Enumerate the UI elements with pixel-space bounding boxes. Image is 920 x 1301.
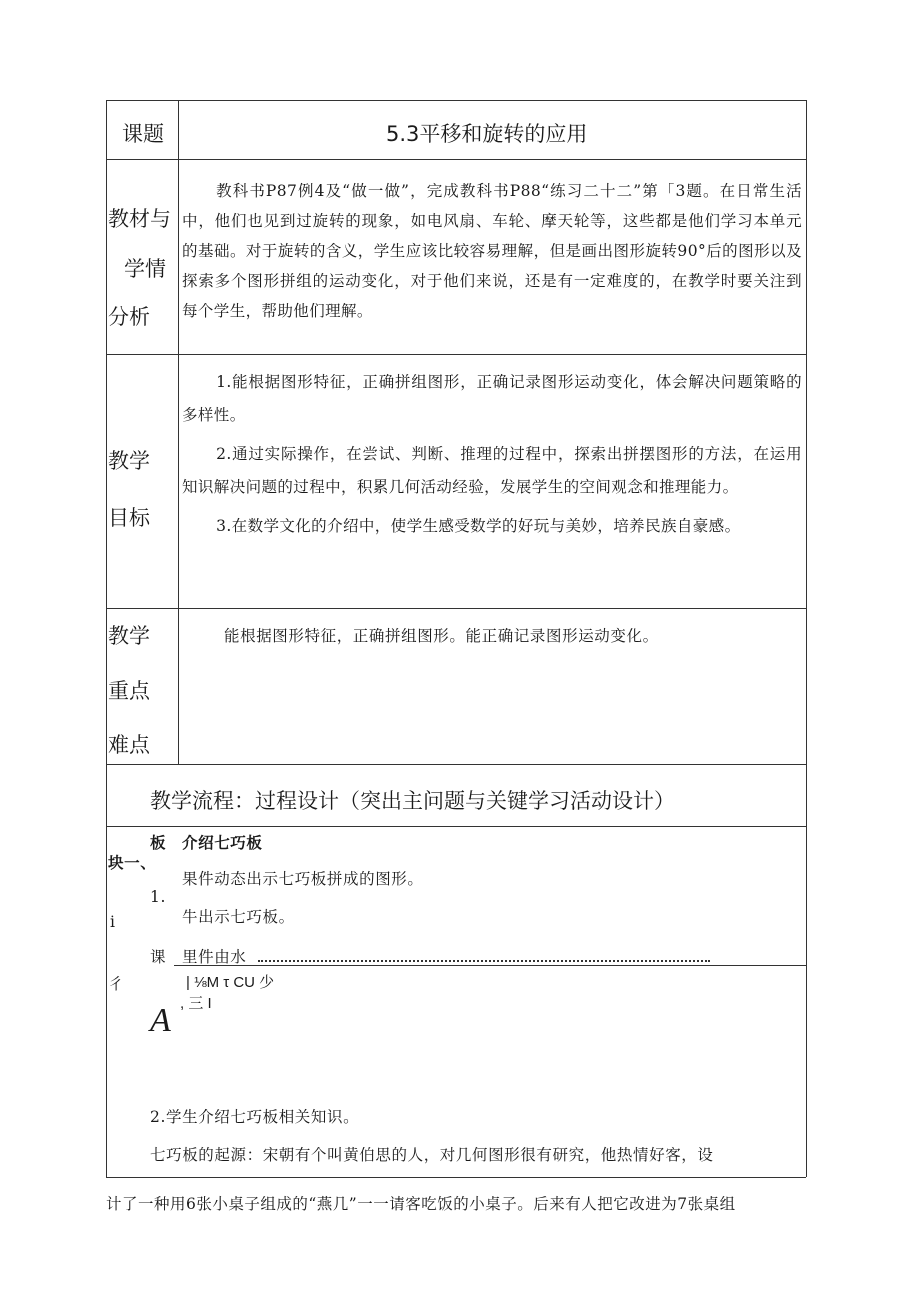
inner-divider-block	[174, 965, 806, 966]
goal-item-3: 3.在数学文化的介绍中，使学生感受数学的好玩与美妙，培养民族自豪感。	[216, 517, 741, 535]
row-divider-title	[106, 159, 806, 160]
block-one-title: 介绍七巧板	[182, 833, 263, 852]
row-divider-goals	[106, 608, 806, 609]
label-column-divider	[178, 100, 179, 764]
analysis-text	[182, 176, 802, 326]
row-divider-analysis	[106, 354, 806, 355]
goals-text	[182, 366, 802, 543]
block-side-one: 1.	[150, 888, 166, 906]
block-one-line-4: 2.学生介绍七巧板相关知识。	[150, 1108, 360, 1126]
keypoints-label-line-3: 难点	[108, 733, 150, 757]
block-side-i: i	[110, 913, 116, 931]
block-one-line-5: 七巧板的起源：宋朝有个叫黄伯思的人，对几何图形很有研究，他热情好客，设	[150, 1146, 714, 1164]
row-divider-process	[106, 826, 806, 827]
block-side-ban: 板	[150, 833, 167, 852]
title-label: 课题	[122, 122, 164, 146]
block-side-ke: 课	[150, 948, 167, 966]
keypoints-label-line-1: 教学	[108, 624, 150, 648]
ocr-fragment-2: , 三 I	[180, 995, 212, 1012]
goal-item-2: 2.通过实际操作，在尝试、判断、推理的过程中，探索出拼摆图形的方法，在运用知识解决问题的过程中，积累几何活动经验，发展学生的空间观念和推理能力。	[182, 445, 802, 496]
row-divider-keypoints	[106, 764, 806, 765]
analysis-label-line-1: 教材与	[108, 207, 171, 231]
lesson-title: 5.3平移和旋转的应用	[386, 122, 588, 146]
table-border-right	[806, 100, 807, 1177]
ocr-fragment-1: | ⅛M τ CU 少	[186, 974, 275, 991]
analysis-label-line-3: 分析	[108, 305, 150, 329]
keypoints-text: 能根据图形特征，正确拼组图形。能正确记录图形运动变化。	[224, 627, 659, 645]
table-border-top	[106, 100, 806, 101]
table-border-left	[106, 100, 107, 1177]
continuation-text: 计了一种用6张小桌子组成的“燕几”一一请客吃饭的小桌子。后来有人把它改进为7张桌组	[106, 1195, 736, 1213]
block-one-line-1: 果件动态出示七巧板拼成的图形。	[182, 870, 424, 888]
goals-label-line-1: 教学	[108, 449, 150, 473]
block-side-number: 块一、	[108, 853, 157, 872]
block-one-line-3: 里件由水	[182, 948, 247, 966]
goal-item-1: 1.能根据图形特征，正确拼组图形，正确记录图形运动变化，体会解决问题策略的多样性。	[182, 373, 802, 424]
analysis-label-line-2: 学情	[124, 257, 166, 281]
process-heading: 教学流程：过程设计（突出主问题与关键学习活动设计）	[150, 789, 675, 813]
goals-label-line-2: 目标	[108, 506, 150, 530]
table-border-bottom	[106, 1177, 806, 1178]
analysis-paragraph: 教科书P87例4及“做一做”，完成教科书P88“练习二十二”第「3题。在日常生活中，他们也见到过旋转的现象，如电风扇、车轮、摩天轮等，这些都是他们学习本单元的基础。对于旋转的含义，学生应该比较容易理解，但是画出图形旋转90°后的图形以及探索多个图形拼组的运动变化，对于他们来说，还是有一定难度的，在教学时要关注到每个学生，帮助他们理解。	[182, 182, 802, 320]
dotted-leader	[258, 960, 710, 962]
block-side-chi: 彳	[108, 975, 125, 993]
keypoints-label-line-2: 重点	[108, 679, 150, 703]
ocr-fragment-3: A	[150, 1002, 171, 1039]
block-one-line-2: 牛出示七巧板。	[182, 908, 295, 926]
